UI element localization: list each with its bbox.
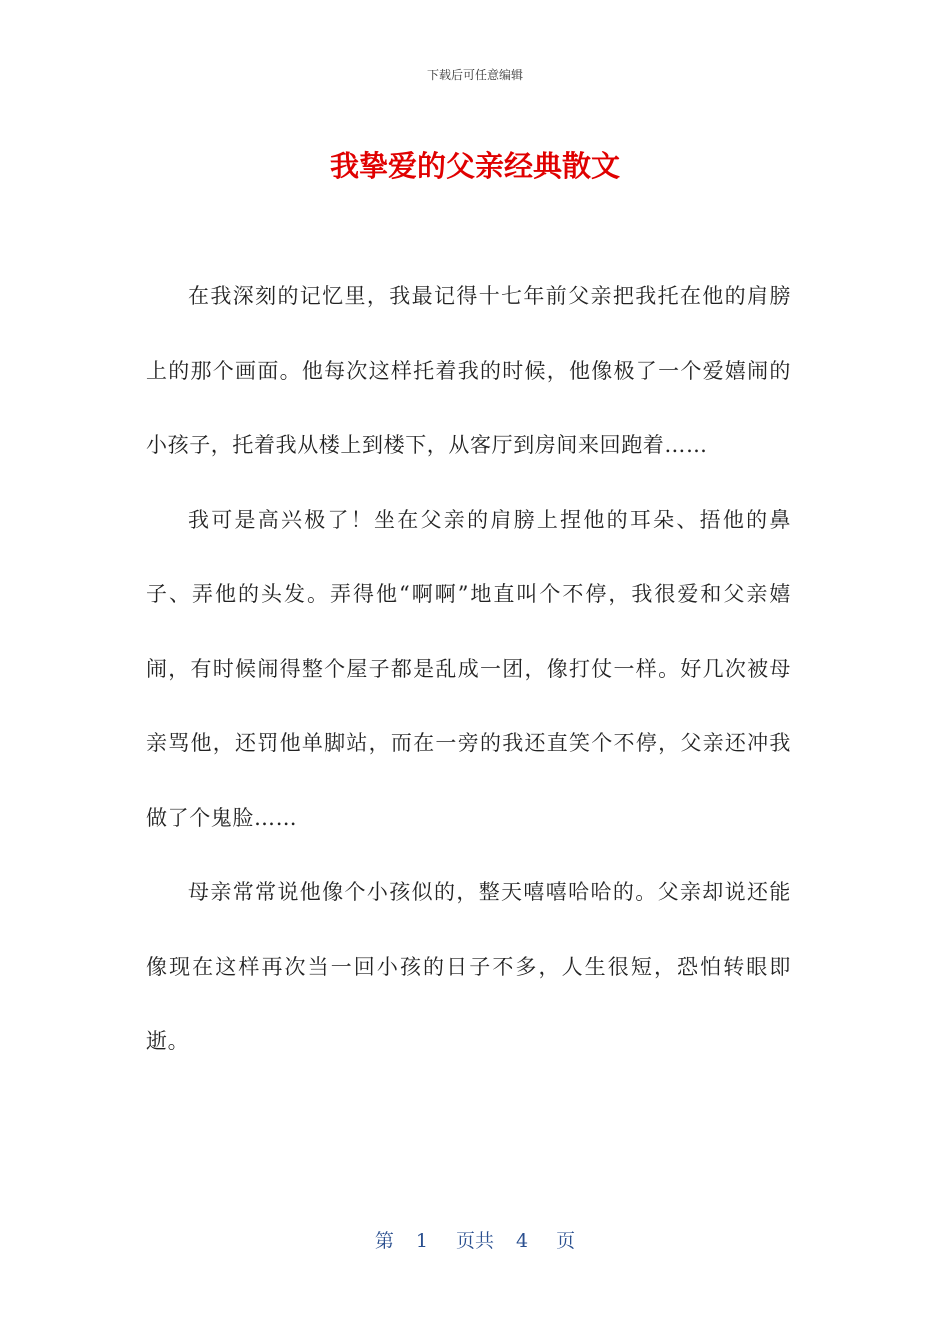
page-total-number: 4 xyxy=(516,1230,529,1252)
document-body xyxy=(146,259,791,1079)
header-note: 下载后可任意编辑 xyxy=(426,68,523,82)
page-footer xyxy=(0,1226,950,1253)
page-middle-text: 页共 xyxy=(455,1230,494,1252)
paragraph-2: 我可是高兴极了！坐在父亲的肩膀上捏他的耳朵、捂他的鼻子、弄他的头发。弄得他“啊啊”地直叫个不停，我很爱和父亲嬉闹，有时候闹得整个屋子都是乱成一团，像打仗一样。好几次被母亲骂他，还罚他单脚站，而在一旁的我还直笑个不停，父亲还冲我做了个鬼脸…… xyxy=(146,507,791,830)
page-prefix: 第 xyxy=(374,1230,394,1252)
paragraph-3: 母亲常常说他像个小孩似的，整天嘻嘻哈哈的。父亲却说还能像现在这样再次当一回小孩的日子不多，人生很短，恐怕转眼即逝。 xyxy=(146,880,791,1053)
paragraph-1: 在我深刻的记忆里，我最记得十七年前父亲把我托在他的肩膀上的那个画面。他每次这样托着我的时候，他像极了一个爱嬉闹的小孩子，托着我从楼上到楼下，从客厅到房间来回跑着…… xyxy=(146,284,791,457)
page-current-number: 1 xyxy=(415,1230,428,1252)
document-title: 我挚爱的父亲经典散文 xyxy=(329,149,620,183)
page-suffix: 页 xyxy=(556,1230,576,1252)
